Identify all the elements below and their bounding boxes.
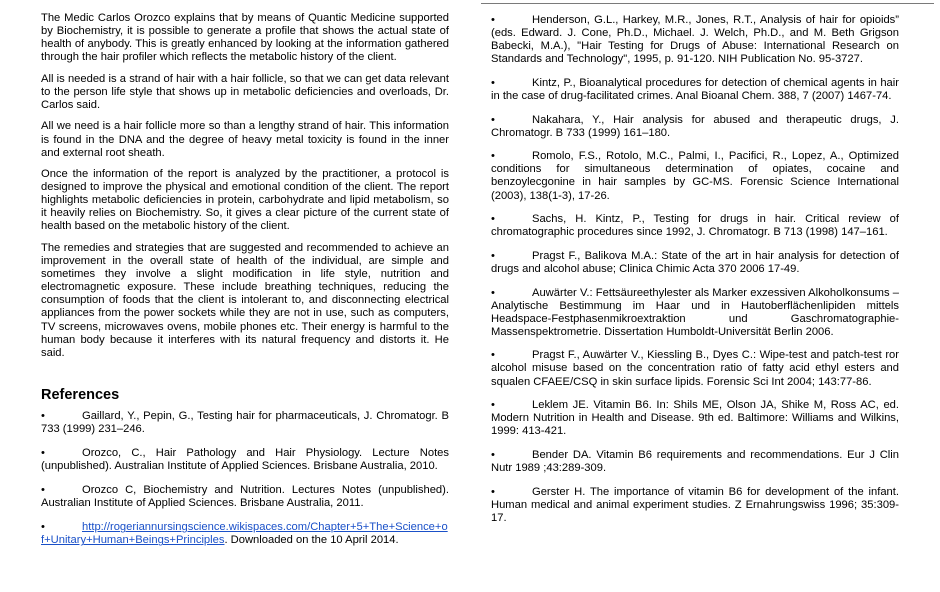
reference-link-suffix: . Downloaded on the 10 April 2014.	[224, 534, 399, 547]
bullet-icon: •	[491, 399, 495, 412]
bullet-icon: •	[41, 484, 45, 497]
body-paragraph-4: Once the information of the report is analyzed by the practitioner, a protocol is designed to improve the physical and emotional condition of the client. The report highlights metabolic deficiencies in protein, carbohydrate and lipid metabolism, so it heavily relies on Biochemistry. So, it gives a clear picture of the current state of health based on the metabolic history of the client.	[41, 168, 449, 233]
reference-item	[41, 484, 449, 510]
bullet-icon: •	[41, 409, 45, 422]
reference-item	[491, 399, 899, 438]
right-reference-list	[491, 14, 899, 525]
bullet-icon: •	[491, 76, 495, 89]
body-paragraph-3: All we need is a hair follicle more so than a lengthy strand of hair. This information is found in the DNA and the degree of heavy metal toxicity is found in the inner and external root sheath.	[41, 120, 449, 159]
reference-item	[491, 150, 899, 202]
reference-item	[491, 77, 899, 103]
bullet-icon: •	[491, 249, 495, 262]
reference-text: Leklem JE. Vitamin B6. In: Shils ME, Olson JA, Shike M, Ross AC, ed. Modern Nutrition in Health and Disease. 9th ed. Baltimore: Williams and Wilkins, 1999: 413-421.	[491, 399, 899, 438]
reference-text: Pragst F., Balikova M.A.: State of the art in hair analysis for detection of drugs and alcohol abuse; Clinica Chimic Acta 370 2006 17-49.	[491, 249, 899, 275]
reference-item	[491, 449, 899, 475]
reference-text: Bender DA. Vitamin B6 requirements and recommendations. Eur J Clin Nutr 1989 ;43:289-309.	[491, 448, 899, 475]
bullet-icon: •	[491, 113, 495, 126]
reference-text: Kintz, P., Bioanalytical procedures for detection of chemical agents in hair in the case of drug-facilitated crimes. Anal Bioanal Chem. 388, 7 (2007) 1467-74.	[491, 76, 899, 102]
references-heading: References	[41, 386, 120, 403]
bullet-icon: •	[491, 349, 495, 362]
reference-item	[491, 14, 899, 66]
right-column	[491, 14, 899, 535]
body-paragraph-5: The remedies and strategies that are suggested and recommended to achieve an improvement in the overall state of health of the individual, are simple and sometimes they involve a slight modification in life style, nutrition and electromagnetic exposure. These include breathing techniques, reducing the consumption of foods that the client is intolerant to, and disconnecting electrical appliances from the power sockets while they are not in use, such as computers, TV screens, microwaves ovens, mobile phones etc. Their energy is harmful to the human body because it interferes with its natural frequency and distorts it. He said.	[41, 241, 449, 359]
reference-text: Henderson, G.L., Harkey, M.R., Jones, R.T., Analysis of hair for opioids” (eds. Edward. J. Cone, Ph.D., Michael. J. Welch, Ph.D., and M. Beth Grigson Babecki, M.A.), "Hair Testing for Drugs of Abuse: International Research on Standards and Technology", 1995, p. 91-120. NIH Publication No. 95-3727.	[491, 14, 899, 66]
bullet-icon: •	[491, 448, 495, 461]
reference-text: Nakahara, Y., Hair analysis for abused and therapeutic drugs, J. Chromatogr. B 733 (1999) 161–180.	[491, 113, 899, 139]
reference-item	[491, 287, 899, 339]
reference-text: Orozco, C., Hair Pathology and Hair Physiology. Lecture Notes (unpublished). Australian Institute of Applied Sciences. Brisbane Australia, 2010.	[41, 447, 449, 473]
reference-text: Romolo, F.S., Rotolo, M.C., Palmi, I., Pacifici, R., Lopez, A., Optimized conditions for simultaneous determination of opiates, cocaine and benzoylecgonine in hair samples by GC-MS. Forensic Science International (2003), 138(1-3), 17-26.	[491, 150, 899, 202]
reference-item	[491, 349, 899, 388]
reference-item	[41, 447, 449, 473]
reference-url-link[interactable]: http://rogeriannursingscience.wikispaces.com/Chapter+5+The+Science+of+Unitary+Human+Beings+Principles	[41, 521, 448, 547]
reference-text: Gaillard, Y., Pepin, G., Testing hair for pharmaceuticals, J. Chromatogr. B 733 (1999) 231–246.	[41, 409, 449, 435]
bullet-icon: •	[41, 447, 45, 459]
bullet-icon: •	[491, 213, 495, 226]
body-paragraph-1: The Medic Carlos Orozco explains that by means of Quantic Medicine supported by Biochemistry, it is possible to generate a profile that shows the actual state of health of anybody. This is greatly enhanced by looking at the information gathered through the hair profiler which reflects the metabolic history of the client.	[41, 12, 449, 64]
reference-text: Orozco C, Biochemistry and Nutrition. Lectures Notes (unpublished). Australian Institute of Applied Sciences. Brisbane Australia, 2011.	[41, 484, 449, 510]
left-reference-list	[41, 410, 449, 548]
bullet-icon: •	[491, 150, 495, 163]
reference-item	[41, 521, 449, 547]
reference-item	[491, 114, 899, 140]
bullet-icon: •	[491, 286, 495, 299]
reference-text: Gerster H. The importance of vitamin B6 for development of the infant. Human medical and animal experiment studies. Z Ernahrungswiss 1996; 35:309-17.	[491, 485, 899, 524]
bullet-icon: •	[41, 521, 45, 534]
reference-item	[41, 410, 449, 436]
reference-item	[491, 213, 899, 239]
reference-text: Auwärter V.: Fettsäureethylester als Marker exzessiven Alkoholkonsums – Analytische Bestimmung im Haar und in Hautoberflächenlipiden mittels Headspace-Festphasenmikroextraktion und Gaschromatographie-Massenspektrometrie. Dissertation Humboldt-Universität Berlin 2006.	[491, 286, 899, 338]
bullet-icon: •	[491, 485, 495, 498]
left-column	[41, 12, 449, 559]
reference-text: Sachs, H. Kintz, P., Testing for drugs in hair. Critical review of chromatographic procedures since 1992, J. Chromatogr. B 713 (1998) 147–161.	[491, 213, 899, 239]
reference-text: Pragst F., Auwärter V., Kiessling B., Dyes C.: Wipe-test and patch-test ror alcohol misuse based on the concentration ratio of fatty acid ethyl esters and squalen CFAEE/CSQ in skin surface lipids. Forensic Sci Int 2004; 143:77-86.	[491, 349, 899, 388]
body-paragraph-2: All is needed is a strand of hair with a hair follicle, so that we can get data relevant to the person life style that shows up in metabolic deficiencies and overloads, Dr. Carlos said.	[41, 72, 449, 111]
bullet-icon: •	[491, 14, 495, 26]
reference-item	[491, 250, 899, 276]
header-rule	[481, 3, 934, 4]
reference-item	[491, 486, 899, 525]
